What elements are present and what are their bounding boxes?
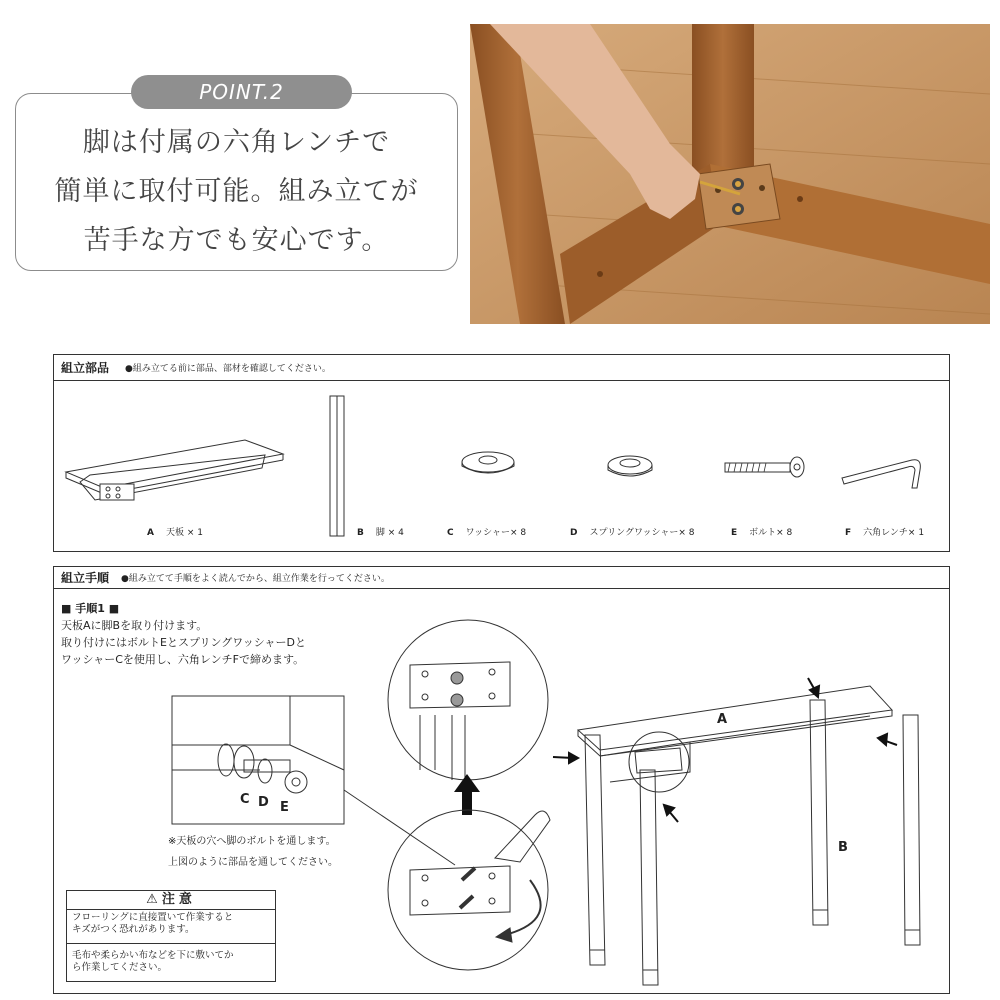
parts-panel bbox=[53, 354, 950, 552]
caution-line-1b: キズがつく恐れがあります。 bbox=[72, 924, 195, 935]
label-d: D bbox=[258, 795, 269, 810]
point-line-1: 脚は付属の六角レンチで bbox=[82, 127, 391, 158]
parts-header bbox=[53, 354, 950, 381]
parts-note: ●組み立てる前に部品、部材を確認してください。 bbox=[125, 364, 331, 374]
label-c: C bbox=[240, 792, 250, 807]
step1-line-1: 天板Aに脚Bを取り付けます。 bbox=[61, 619, 208, 632]
caution-divider bbox=[66, 943, 276, 944]
caution-line-2a: 毛布や柔らかい布などを下に敷いてか bbox=[72, 950, 234, 961]
point-description bbox=[15, 118, 458, 265]
note-line-2: 上図のように部品を通してください。 bbox=[168, 857, 338, 868]
warning-icon: ⚠ bbox=[146, 892, 162, 907]
step1-line-3: ワッシャーCを使用し、六角レンチFで締めます。 bbox=[61, 653, 305, 666]
label-b: B bbox=[838, 840, 848, 855]
point-line-2: 簡単に取付可能。組み立てが bbox=[54, 176, 419, 207]
parts-title: 組立部品 bbox=[61, 361, 110, 375]
steps-note: ●組み立てて手順をよく読んでから、組立作業を行ってください。 bbox=[121, 574, 390, 584]
note-line-1: ※天板の穴へ脚のボルトを通します。 bbox=[168, 836, 336, 847]
part-label-a: A 天板 × 1 bbox=[147, 528, 203, 538]
part-label-b: B 脚 × 4 bbox=[357, 528, 404, 538]
step1-line-2: 取り付けにはボルトEとスプリングワッシャーDと bbox=[61, 636, 306, 649]
caution-title: ⚠注意 bbox=[66, 890, 276, 910]
caution-line-2b: ら作業してください。 bbox=[72, 962, 168, 973]
label-e: E bbox=[280, 800, 289, 815]
part-label-c: C ワッシャー× 8 bbox=[447, 528, 527, 538]
part-label-f: F 六角レンチ× 1 bbox=[845, 528, 925, 538]
steps-title: 組立手順 bbox=[61, 571, 110, 585]
part-label-d: D スプリングワッシャー× 8 bbox=[570, 528, 695, 538]
step1-heading: ■ 手順1 ■ bbox=[61, 602, 120, 615]
part-label-e: E ボルト× 8 bbox=[731, 528, 793, 538]
point-badge: POINT.2 bbox=[131, 75, 352, 109]
point-line-3: 苦手な方でも安心です。 bbox=[83, 225, 390, 256]
assembly-photo bbox=[470, 24, 990, 324]
label-a: A bbox=[717, 712, 728, 727]
caution-line-1a: フローリングに直接置いて作業すると bbox=[72, 912, 234, 923]
steps-header bbox=[53, 566, 950, 589]
